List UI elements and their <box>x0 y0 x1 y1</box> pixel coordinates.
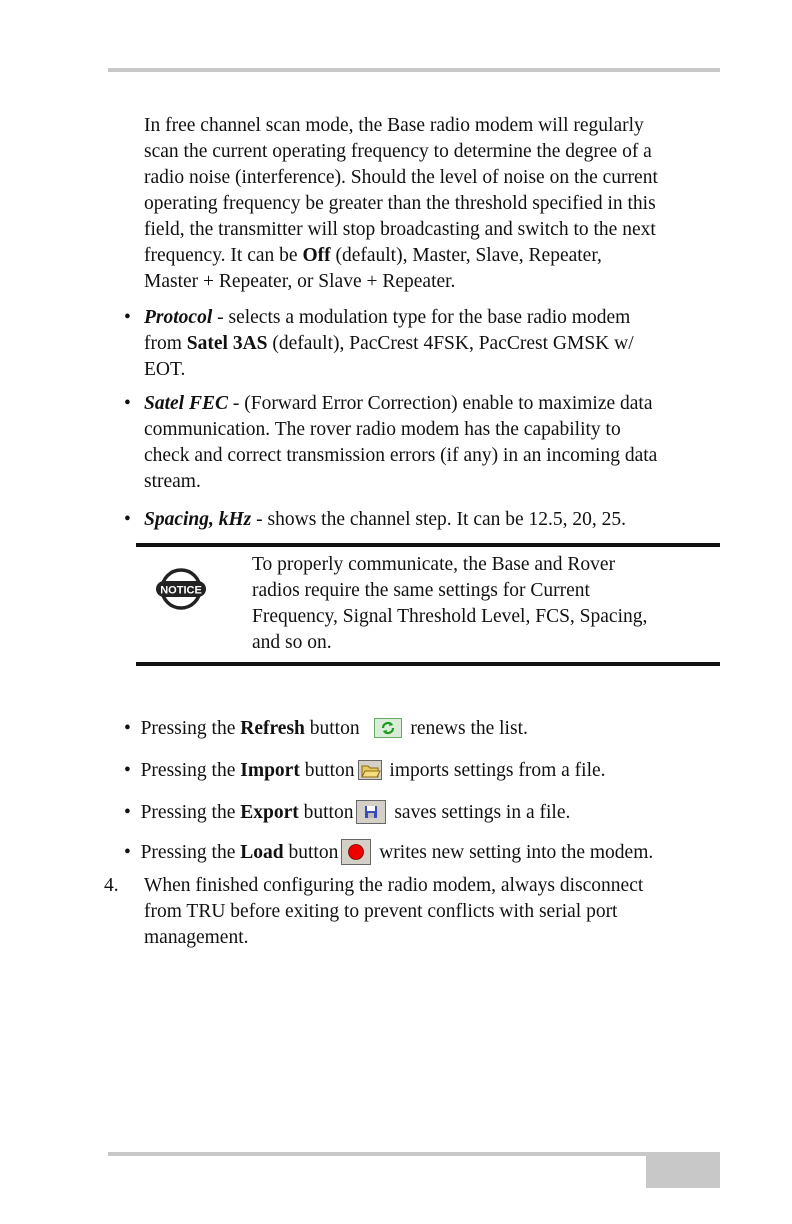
protocol-item <box>144 305 724 383</box>
notice-bottom-rule <box>136 662 720 666</box>
text-line: To properly communicate, the Base and Rover <box>252 554 616 575</box>
term: Spacing, kHz <box>144 509 252 530</box>
term: Protocol <box>144 307 213 328</box>
folder-open-icon[interactable] <box>358 760 382 780</box>
text-line: management. <box>144 927 249 948</box>
page-number-box <box>646 1152 720 1188</box>
text: button <box>283 842 339 863</box>
floppy-disk-icon[interactable] <box>356 800 386 824</box>
text-line: operating frequency be greater than the threshold specified in this <box>144 193 656 214</box>
text-line: - (Forward Error Correction) enable to maximize data <box>227 393 653 414</box>
default-value: Off <box>302 245 331 266</box>
text-line: frequency. It can be <box>144 245 303 266</box>
text-line: Frequency, Signal Threshold Level, FCS, Spacing, <box>252 606 648 627</box>
header-rule <box>108 68 720 72</box>
step-number: 4. <box>104 875 119 896</box>
text: Pressing the <box>140 760 241 781</box>
default-value: Satel 3AS <box>186 333 268 354</box>
red-dot-icon[interactable] <box>341 839 371 865</box>
bullet: • <box>124 842 131 863</box>
text: renews the list. <box>405 718 528 739</box>
text-line: (default), Master, Slave, Repeater, <box>330 245 602 266</box>
button-name: Export <box>240 802 299 823</box>
refresh-icon[interactable] <box>374 718 402 738</box>
notice-icon <box>155 566 207 612</box>
button-name: Refresh <box>240 718 305 739</box>
text-line: and so on. <box>252 632 332 653</box>
text-line: stream. <box>144 471 201 492</box>
text-line: scan the current operating frequency to determine the degree of a <box>144 141 652 162</box>
bullet: • <box>124 393 131 414</box>
text-line: - shows the channel step. It can be 12.5, 20, 25. <box>251 509 627 530</box>
refresh-item <box>124 716 704 742</box>
import-item <box>124 758 704 784</box>
text-line: (default), PacCrest 4FSK, PacCrest GMSK w/ <box>267 333 634 354</box>
text: Pressing the <box>140 718 241 739</box>
text: Pressing the <box>140 802 241 823</box>
satel-fec-item <box>144 391 724 495</box>
text-line: In free channel scan mode, the Base radio modem will regularly <box>144 115 644 136</box>
spacing-item <box>144 507 724 533</box>
text-line: communication. The rover radio modem has the capability to <box>144 419 621 440</box>
bullet: • <box>124 307 131 328</box>
text-line: radio noise (interference). Should the level of noise on the current <box>144 167 658 188</box>
term: Satel FEC <box>144 393 228 414</box>
text-line: - selects a modulation type for the base radio modem <box>212 307 631 328</box>
bullet: • <box>124 802 131 823</box>
button-name: Import <box>240 760 300 781</box>
text-line: radios require the same settings for Current <box>252 580 590 601</box>
text-line: EOT. <box>144 359 186 380</box>
text-line: When finished configuring the radio modem, always disconnect <box>144 875 644 896</box>
text-line: field, the transmitter will stop broadcasting and switch to the next <box>144 219 656 240</box>
text: imports settings from a file. <box>384 760 606 781</box>
text: button <box>298 802 354 823</box>
text: button <box>299 760 355 781</box>
text: saves settings in a file. <box>389 802 571 823</box>
bullet: • <box>124 718 131 739</box>
text: Pressing the <box>140 842 241 863</box>
text: button <box>304 718 360 739</box>
footer-rule <box>108 1152 720 1156</box>
free-channel-scan-paragraph <box>144 113 724 295</box>
notice-top-rule <box>136 543 720 547</box>
step-4-text <box>144 873 724 951</box>
text-line: from <box>144 333 187 354</box>
button-name: Load <box>240 842 284 863</box>
load-item <box>124 840 704 867</box>
text-line: Master + Repeater, or Slave + Repeater. <box>144 271 456 292</box>
bullet: • <box>124 509 131 530</box>
export-item <box>124 800 704 826</box>
notice-text <box>252 552 792 656</box>
notice-badge-text: NOTICE <box>160 584 202 597</box>
text: writes new setting into the modem. <box>374 842 654 863</box>
bullet: • <box>124 760 131 781</box>
text-line: from TRU before exiting to prevent conflicts with serial port <box>144 901 618 922</box>
text-line: check and correct transmission errors (if any) in an incoming data <box>144 445 658 466</box>
